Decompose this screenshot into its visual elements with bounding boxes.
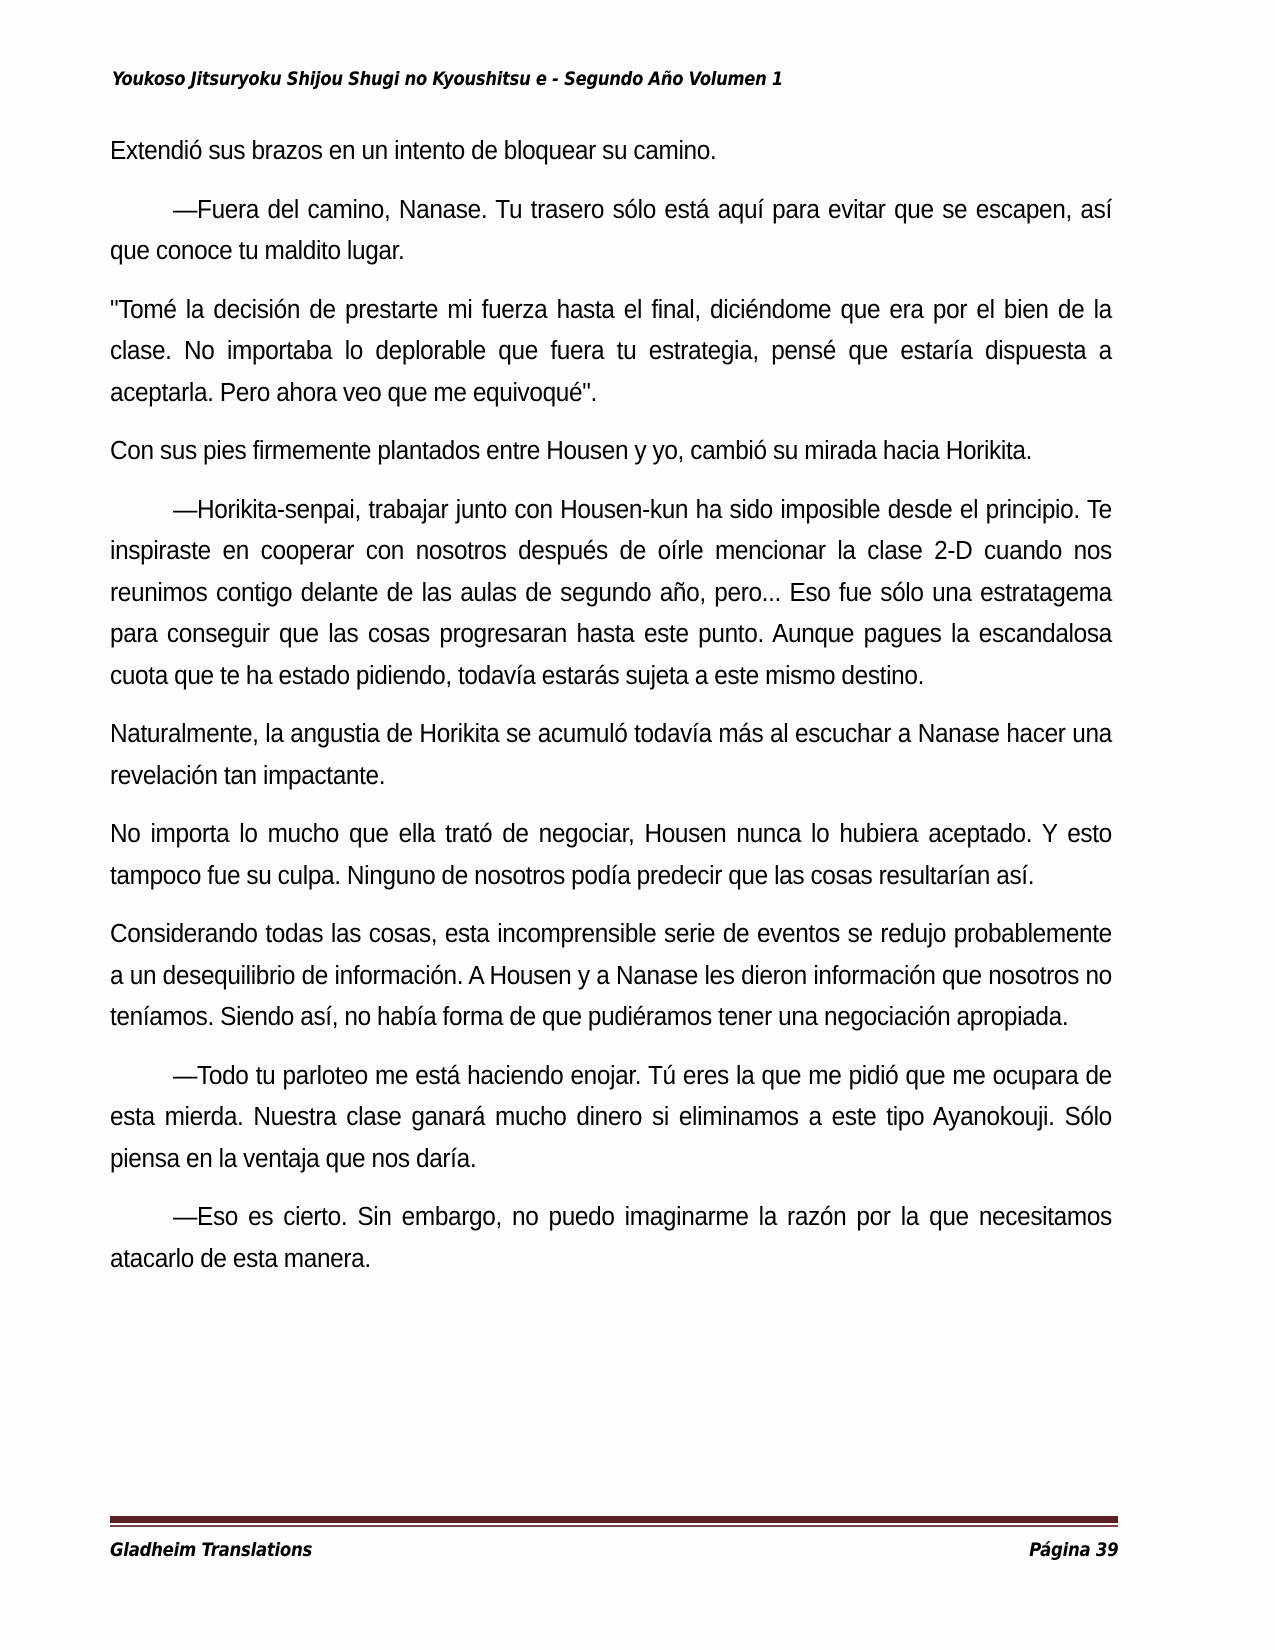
footer-rule-thin-bar: [110, 1525, 1118, 1527]
header-title: Youkoso Jitsuryoku Shijou Shugi no Kyoushitsu e - Segundo Año Volumen 1: [112, 68, 784, 90]
body-paragraph: No importa lo mucho que ella trató de negociar, Housen nunca lo hubiera aceptado. Y esto tampoco fue su culpa. Ninguno de nosotros podía predecir que las cosas resultarían así.: [110, 820, 1112, 890]
page-header: [112, 70, 1122, 100]
body-paragraph: —Horikita-senpai, trabajar junto con Housen-kun ha sido imposible desde el principio. Te inspiraste en cooperar con nosotros después de oírle mencionar la clase 2-D cuando nos reunimos contigo delante de las aulas de segundo año, pero... Eso fue sólo una estratagema para conseguir que las cosas progresaran hasta este punto. Aunque pagues la escandalosa cuota que te ha estado pidiendo, todavía estarás sujeta a este mismo destino.: [110, 495, 1112, 690]
body-paragraph: Naturalmente, la angustia de Horikita se acumuló todavía más al escuchar a Nanase hacer una revelación tan impactante.: [110, 720, 1112, 790]
body-paragraph: Considerando todas las cosas, esta incomprensible serie de eventos se redujo probablemente a un desequilibrio de información. A Housen y a Nanase les dieron información que nosotros no teníamos. Siendo así, no había forma de que pudiéramos tener una negociación apropiada.: [110, 920, 1112, 1031]
footer-translator-credit: Gladheim Translations: [110, 1539, 313, 1561]
page-body-text: [110, 131, 1112, 1280]
body-paragraph: —Todo tu parloteo me está haciendo enojar. Tú eres la que me pidió que me ocupara de esta mierda. Nuestra clase ganará mucho dinero si eliminamos a este tipo Ayanokouji. Sólo piensa en la ventaja que nos daría.: [110, 1061, 1112, 1173]
body-paragraph: —Fuera del camino, Nanase. Tu trasero sólo está aquí para evitar que se escapen, así que conoce tu maldito lugar.: [110, 195, 1112, 265]
body-paragraph: Con sus pies firmemente plantados entre Housen y yo, cambió su mirada hacia Horikita.: [110, 437, 1033, 465]
footer-rule-thick-bar: [110, 1516, 1118, 1523]
page-footer: [110, 1516, 1118, 1560]
footer-divider-rule: [110, 1516, 1118, 1527]
body-paragraph: —Eso es cierto. Sin embargo, no puedo imaginarme la razón por la que necesitamos atacarlo de esta manera.: [110, 1203, 1112, 1273]
footer-page-number: Página 39: [1028, 1539, 1118, 1561]
body-paragraph: Extendió sus brazos en un intento de bloquear su camino.: [110, 137, 717, 165]
footer-content-row: [110, 1541, 1118, 1560]
body-paragraph: "Tomé la decisión de prestarte mi fuerza hasta el final, diciéndome que era por el bien de la clase. No importaba lo deplorable que fuera tu estrategia, pensé que estaría dispuesta a aceptarla. Pero ahora veo que me equivoqué".: [110, 295, 1112, 407]
